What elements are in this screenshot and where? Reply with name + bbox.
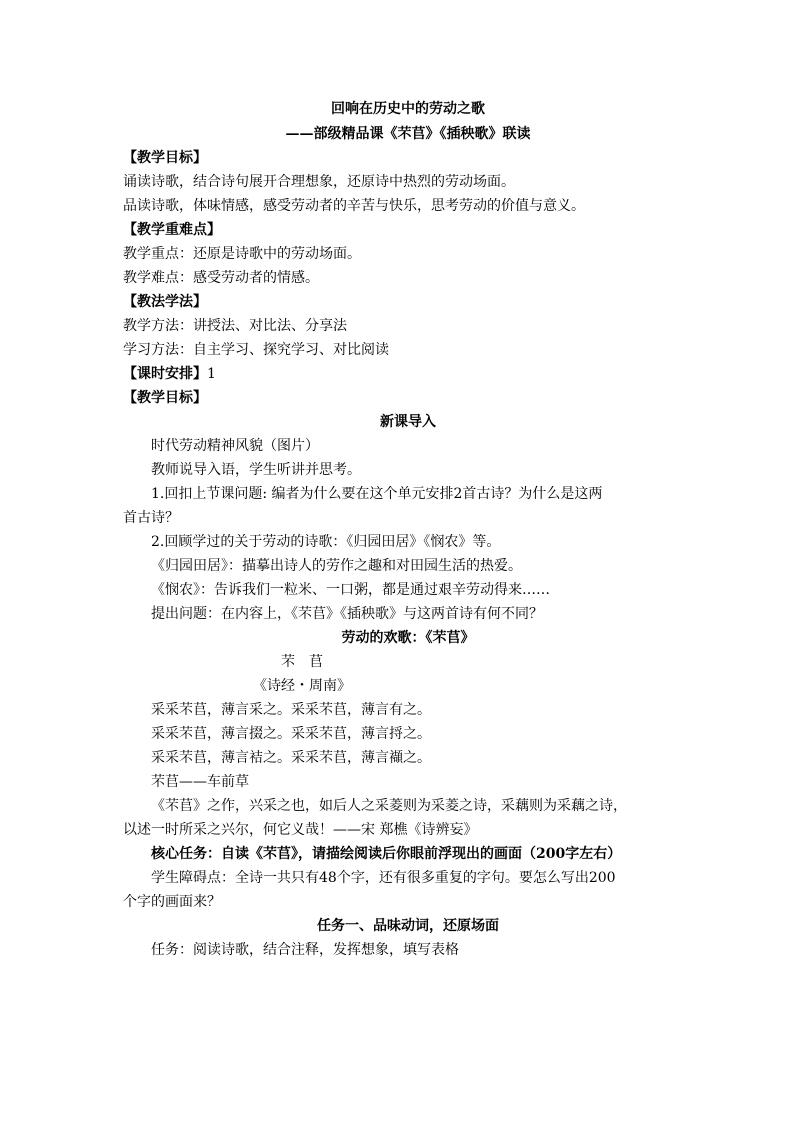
schedule-row: [123, 364, 693, 384]
method-1: 教学方法：讲授法、对比法、分享法: [123, 318, 347, 334]
doc-title: 回响在历史中的劳动之歌: [331, 101, 485, 117]
intro-line-6: 《归园田居》：描摹出诗人的劳作之趣和对田园生活的热爱。: [151, 558, 522, 574]
keypoints-heading: 【教学重难点】: [123, 222, 221, 238]
poem-source: 《诗经・周南》: [253, 678, 351, 694]
obstacle-line-2: 个字的画面来？: [123, 894, 221, 910]
intro-line-2: 教师说导入语，学生听讲并思考。: [151, 462, 361, 478]
quote-line-1: 《芣苢》之作，兴采之也，如后人之采菱则为采菱之诗，采藕则为采藕之诗，: [151, 798, 627, 814]
quote-line-2: 以述一时所采之兴尔，何它义哉！——宋 郑樵《诗辨妄》: [123, 822, 478, 838]
intro-line-3: 1.回扣上节课问题: 编者为什么要在这个单元安排2首古诗？为什么是这两: [151, 486, 603, 502]
method-2: 学习方法：自主学习、探究学习、对比阅读: [123, 342, 389, 358]
keypoint-2: 教学难点：感受劳动者的情感。: [123, 270, 319, 286]
intro-line-4: 首古诗？: [123, 510, 179, 526]
schedule-value: 1: [207, 366, 216, 382]
poem-line-1: 采采芣苢，薄言采之。采采芣苢，薄言有之。: [151, 702, 431, 718]
poem-title: 芣 苢: [281, 654, 323, 670]
intro-line-7: 《悯农》：告诉我们一粒米、一口粥，都是通过艰辛劳动得来……: [151, 582, 550, 598]
methods-heading: 【教法学法】: [123, 294, 207, 310]
objective-1: 诵读诗歌，结合诗句展开合理想象，还原诗中热烈的劳动场面。: [123, 174, 515, 190]
doc-subtitle: ——部级精品课《芣苢》《插秧歌》联读: [285, 126, 531, 142]
objectives-heading: 【教学目标】: [123, 150, 207, 166]
objective-2: 品读诗歌，体味情感，感受劳动者的辛苦与快乐，思考劳动的价值与意义。: [123, 198, 585, 214]
task1-heading: 任务一、品味动词，还原场面: [317, 918, 499, 934]
intro-line-5: 2.回顾学过的关于劳动的诗歌：《归园田居》《悯农》等。: [151, 534, 501, 550]
core-task: 核心任务：自读《芣苢》，请描绘阅读后你眼前浮现出的画面（200字左右）: [151, 846, 622, 862]
poem-gloss: 芣苢——车前草: [151, 774, 249, 790]
poem-line-2: 采采芣苢，薄言掇之。采采芣苢，薄言捋之。: [151, 726, 431, 742]
task1-instruction: 任务：阅读诗歌，结合注释，发挥想象，填写表格: [151, 942, 459, 958]
intro-heading: 新课导入: [380, 414, 436, 430]
keypoint-1: 教学重点：还原是诗歌中的劳动场面。: [123, 246, 361, 262]
objectives-heading-2: 【教学目标】: [123, 390, 207, 406]
obstacle-line-1: 学生障碍点：全诗一共只有48个字，还有很多重复的字句。要怎么写出200: [151, 870, 616, 886]
schedule-heading: 【课时安排】: [123, 366, 207, 382]
poem-section-heading: 劳动的欢歌：《芣苢》: [341, 630, 475, 646]
intro-line-8: 提出问题：在内容上，《芣苢》《插秧歌》与这两首诗有何不同？: [151, 606, 543, 622]
intro-line-1: 时代劳动精神风貌（图片）: [151, 438, 319, 454]
poem-line-3: 采采芣苢，薄言袺之。采采芣苢，薄言襭之。: [151, 750, 431, 766]
